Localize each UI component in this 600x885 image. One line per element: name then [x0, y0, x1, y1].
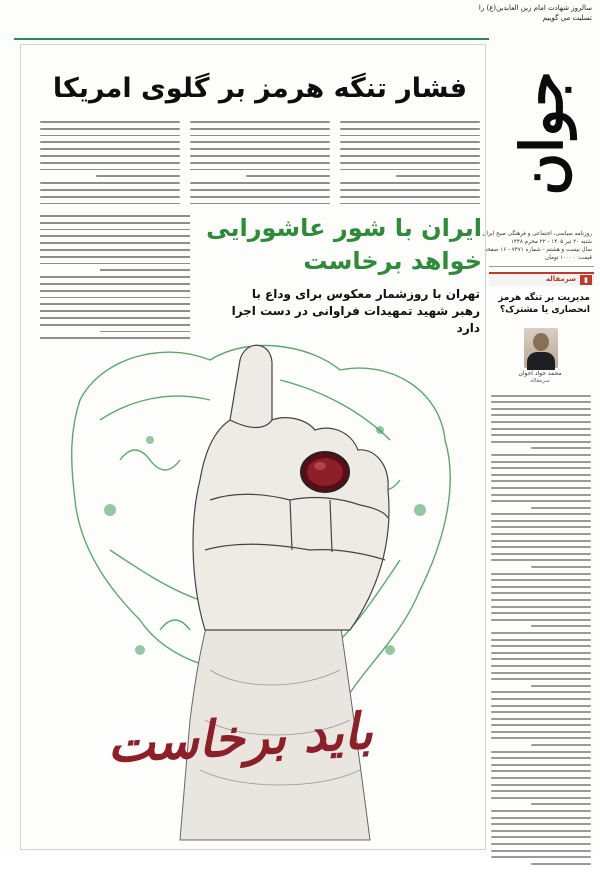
- text-line: [491, 480, 591, 482]
- text-line: [190, 128, 330, 130]
- text-line: [531, 863, 591, 865]
- text-line: [491, 711, 591, 713]
- text-line: [40, 189, 180, 191]
- main-headline[interactable]: فشار تنگه هرمز بر گلوی امریکا: [52, 73, 468, 104]
- text-line: [491, 520, 591, 522]
- text-line: [531, 447, 591, 449]
- author-avatar: [524, 328, 558, 368]
- column-tag-label: سرمقاله: [545, 275, 576, 283]
- text-line: [491, 850, 591, 852]
- paper-info-line: سال بیست و هشتم - شماره ۷۴۷۱ - ۱۶ صفحه: [484, 247, 592, 253]
- text-line: [491, 421, 591, 423]
- text-line: [531, 744, 591, 746]
- text-line: [491, 770, 591, 772]
- story-column-3: [340, 116, 480, 208]
- text-line: [190, 162, 330, 164]
- text-line: [491, 599, 591, 601]
- divider: [489, 266, 594, 267]
- top-quote: [472, 3, 592, 23]
- text-line: [491, 639, 591, 641]
- text-line: [491, 698, 591, 700]
- text-line: [40, 196, 180, 198]
- text-line: [340, 203, 480, 205]
- text-line: [491, 843, 591, 845]
- lead-headline[interactable]: ایران با شور عاشورایی خواهد برخاست: [206, 214, 482, 275]
- ring: [301, 452, 349, 492]
- text-line: [491, 757, 591, 759]
- text-line: [40, 148, 180, 150]
- text-line: [491, 408, 591, 410]
- text-line: [40, 128, 180, 130]
- text-line: [491, 401, 591, 403]
- text-line: [491, 467, 591, 469]
- text-line: [491, 606, 591, 608]
- text-line: [40, 155, 180, 157]
- text-line: [491, 632, 591, 634]
- text-line: [246, 175, 330, 177]
- text-line: [190, 182, 330, 184]
- text-line: [491, 500, 591, 502]
- text-line: [491, 513, 591, 515]
- story-column-1: [40, 116, 180, 208]
- text-line: [40, 169, 180, 171]
- masthead-logo: [489, 38, 594, 228]
- text-line: [491, 678, 591, 680]
- text-line: [491, 612, 591, 614]
- text-line: [40, 141, 180, 143]
- text-line: [491, 586, 591, 588]
- masthead-column: [482, 30, 594, 852]
- text-line: [340, 196, 480, 198]
- text-line: [491, 830, 591, 832]
- text-line: [491, 790, 591, 792]
- text-line: [491, 823, 591, 825]
- text-line: [491, 592, 591, 594]
- text-line: [531, 507, 591, 509]
- text-line: [340, 141, 480, 143]
- text-line: [40, 242, 190, 244]
- text-line: [491, 652, 591, 654]
- text-line: [491, 856, 591, 858]
- text-line: [340, 155, 480, 157]
- text-line: [491, 559, 591, 561]
- author-name: محمد جواد اخوان: [518, 370, 562, 377]
- text-line: [40, 235, 190, 237]
- story-column-2: [190, 116, 330, 208]
- text-line: [40, 222, 190, 224]
- text-line: [491, 454, 591, 456]
- text-line: [396, 175, 480, 177]
- text-line: [340, 135, 480, 137]
- text-line: [40, 121, 180, 123]
- text-line: [531, 803, 591, 805]
- paper-info: [482, 230, 592, 262]
- text-line: [491, 540, 591, 542]
- text-line: [491, 784, 591, 786]
- text-line: [491, 395, 591, 397]
- text-line: [190, 189, 330, 191]
- text-line: [491, 705, 591, 707]
- text-line: [491, 546, 591, 548]
- text-line: [40, 182, 180, 184]
- text-line: [491, 731, 591, 733]
- text-line: [491, 645, 591, 647]
- text-line: [491, 658, 591, 660]
- text-line: [491, 810, 591, 812]
- text-line: [40, 135, 180, 137]
- text-line: [491, 414, 591, 416]
- text-line: [190, 169, 330, 171]
- text-line: [491, 751, 591, 753]
- text-line: [340, 121, 480, 123]
- text-line: [491, 487, 591, 489]
- text-line: [491, 474, 591, 476]
- text-line: [491, 434, 591, 436]
- text-line: [40, 162, 180, 164]
- text-line: [491, 737, 591, 739]
- column-headline[interactable]: مدیریت بر تنگه هرمز انحصاری یا مشترک؟: [498, 293, 590, 315]
- column-body-text: [491, 390, 591, 885]
- top-quote-line-2: تسلیت می گوییم: [542, 14, 592, 22]
- text-line: [190, 196, 330, 198]
- text-line: [40, 215, 190, 217]
- text-line: [491, 665, 591, 667]
- paper-info-line: قیمت: ۱۰۰۰۰ تومان: [545, 255, 592, 261]
- artwork-slogan: باید برخاست: [105, 701, 375, 774]
- text-line: [491, 672, 591, 674]
- text-line: [96, 175, 180, 177]
- text-line: [491, 777, 591, 779]
- text-line: [340, 128, 480, 130]
- text-line: [491, 553, 591, 555]
- text-line: [190, 155, 330, 157]
- text-line: [491, 619, 591, 621]
- text-line: [491, 428, 591, 430]
- column-tag: [489, 272, 594, 286]
- text-line: [531, 685, 591, 687]
- text-line: [491, 724, 591, 726]
- text-line: [190, 121, 330, 123]
- author-role: سرمقاله: [530, 378, 550, 384]
- text-line: [491, 797, 591, 799]
- text-line: [491, 573, 591, 575]
- text-line: [190, 148, 330, 150]
- text-line: [491, 718, 591, 720]
- lead-subheadline: تهران با روزشمار معکوس برای وداع با رهبر شهید تمهیدات فراوانی در دست اجرا دارد: [231, 287, 480, 335]
- text-line: [190, 135, 330, 137]
- text-line: [340, 169, 480, 171]
- text-line: [40, 203, 180, 205]
- paper-info-line: شنبه ۲۰ تیر ۱۴۰۵ - ۲۲ محرم ۱۴۴۸: [510, 239, 592, 245]
- text-line: [531, 625, 591, 627]
- text-line: [531, 566, 591, 568]
- text-line: [491, 817, 591, 819]
- text-line: [491, 691, 591, 693]
- text-line: [491, 494, 591, 496]
- text-line: [190, 203, 330, 205]
- column-tag-icon: ▮: [580, 275, 592, 285]
- text-line: [340, 148, 480, 150]
- text-line: [491, 441, 591, 443]
- text-line: [491, 579, 591, 581]
- text-line: [491, 764, 591, 766]
- text-line: [491, 836, 591, 838]
- paper-info-line: روزنامه سیاسی، اجتماعی و فرهنگی صبح ایران: [482, 231, 592, 237]
- text-line: [340, 162, 480, 164]
- text-line: [40, 229, 190, 231]
- text-line: [190, 141, 330, 143]
- text-line: [340, 189, 480, 191]
- text-line: [491, 461, 591, 463]
- top-quote-line-1: سالروز شهادت امام زین العابدین(ع) را: [478, 4, 592, 12]
- text-line: [491, 533, 591, 535]
- text-line: [491, 526, 591, 528]
- logo-text: جوان: [507, 70, 576, 196]
- fist: [193, 345, 389, 630]
- text-line: [340, 182, 480, 184]
